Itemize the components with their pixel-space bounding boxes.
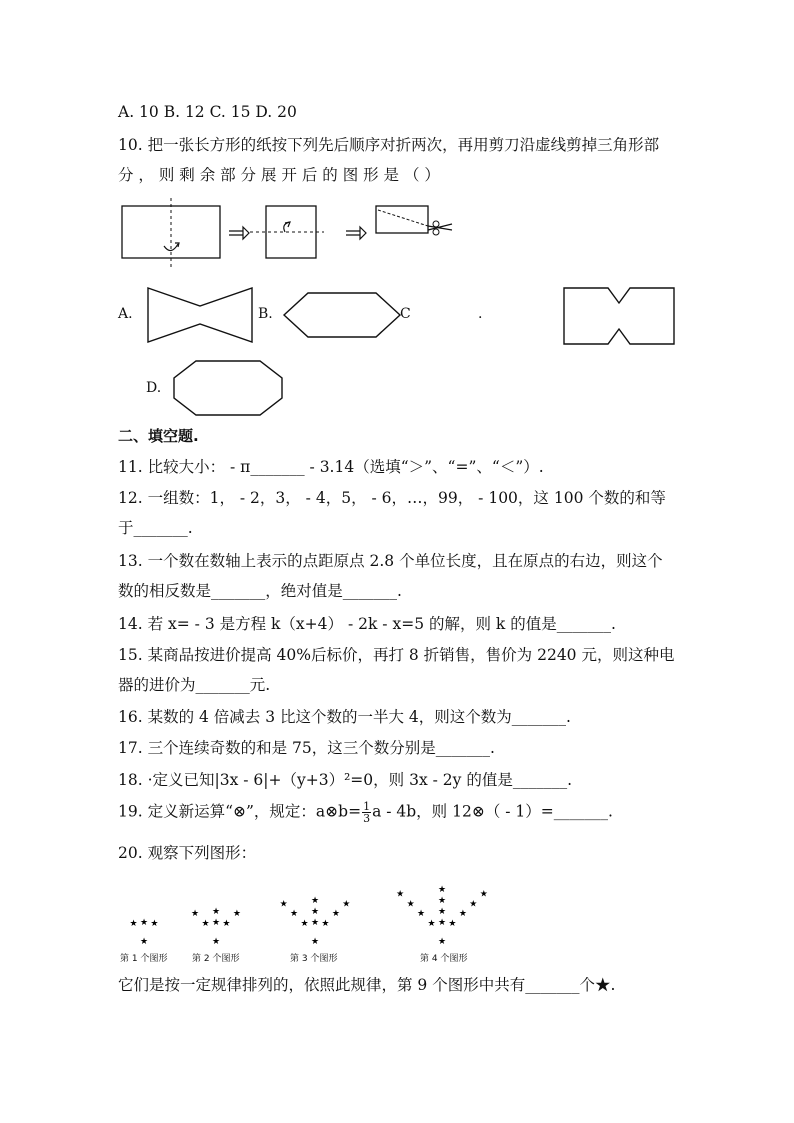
star-pattern-figures <box>112 868 522 964</box>
star-icon: ★ <box>342 899 351 910</box>
star-icon: ★ <box>310 896 320 906</box>
q15-line-2: 器的进价为_______元. <box>118 676 271 694</box>
option-b-shape <box>280 290 404 340</box>
star-icon: ★ <box>469 899 478 910</box>
star-icon: ★ <box>222 919 231 930</box>
star-icon: ★ <box>310 907 320 917</box>
star-icon: ★ <box>331 909 340 920</box>
star-icon: ★ <box>437 937 447 947</box>
q12-line-2: 于_______. <box>118 519 193 537</box>
option-a-label: A. <box>118 306 133 322</box>
figure-4-caption: 第 4 个图形 <box>420 954 468 964</box>
star-icon: ★ <box>279 899 288 910</box>
star-icon: ★ <box>437 885 447 895</box>
section-title: 二、填空题. <box>118 427 199 445</box>
q18: 18. ·定义已知|3x - 6|+（y+3）²=0，则 3x - 2y 的值是_______. <box>118 771 573 789</box>
q10-line-2: 分 ， 则 剩 余 部 分 展 开 后 的 图 形 是 （ ） <box>118 166 440 184</box>
option-c-label: C <box>400 306 411 322</box>
star-icon: ★ <box>417 909 426 920</box>
q13-line-1: 13. 一个数在数轴上表示的点距原点 2.8 个单位长度，且在原点的右边，则这个 <box>118 552 663 570</box>
star-icon: ★ <box>139 918 149 928</box>
fraction-denominator: 3 <box>363 812 371 825</box>
star-icon: ★ <box>437 896 447 906</box>
star-icon: ★ <box>310 937 320 947</box>
option-b-label: B. <box>258 306 273 322</box>
q10-line-1: 10. 把一张长方形的纸按下列先后顺序对折两次，再用剪刀沿虚线剪掉三角形部 <box>118 136 660 154</box>
q17: 17. 三个连续奇数的和是 75，这三个数分别是_______. <box>118 739 495 757</box>
star-icon: ★ <box>427 919 436 930</box>
star-icon: ★ <box>139 937 149 947</box>
star-icon: ★ <box>191 909 200 920</box>
q16: 16. 某数的 4 倍减去 3 比这个数的一半大 4，则这个数为_______. <box>118 708 571 726</box>
star-icon: ★ <box>406 899 415 910</box>
q14: 14. 若 x= - 3 是方程 k（x+4） - 2k - x=5 的解，则 k 的值是_______. <box>118 615 616 633</box>
q9-options: A. 10 B. 12 C. 15 D. 20 <box>118 103 297 121</box>
figure-3-caption: 第 3 个图形 <box>290 954 338 964</box>
star-icon: ★ <box>321 919 330 930</box>
q13-line-2: 数的相反数是_______，绝对值是_______. <box>118 582 402 600</box>
star-icon: ★ <box>458 909 467 920</box>
star-icon: ★ <box>211 907 221 917</box>
q19 <box>118 801 613 824</box>
star-icon: ★ <box>437 918 447 928</box>
star-icon: ★ <box>300 919 309 930</box>
q11: 11. 比较大小： - π_______ - 3.14（选填“＞”、“=”、“＜”）. <box>118 458 544 476</box>
star-icon: ★ <box>129 919 138 930</box>
star-icon: ★ <box>201 919 210 930</box>
folding-diagram <box>118 196 458 272</box>
q20-title: 20. 观察下列图形： <box>118 844 257 862</box>
option-c-shape <box>560 284 678 348</box>
star-icon: ★ <box>310 918 320 928</box>
figure-2-caption: 第 2 个图形 <box>192 954 240 964</box>
q12-line-1: 12. 一组数：1， - 2，3， - 4，5， - 6，…，99， - 100，这 100 个数的和等 <box>118 489 666 507</box>
fraction-numerator: 1 <box>363 800 371 813</box>
option-a-shape <box>140 284 260 346</box>
figure-1-caption: 第 1 个图形 <box>120 954 168 964</box>
star-icon: ★ <box>150 919 159 930</box>
option-d-shape <box>170 358 286 418</box>
star-icon: ★ <box>290 909 299 920</box>
option-c-dot: . <box>478 306 483 322</box>
one-third-fraction <box>362 801 371 824</box>
option-d-label: D. <box>146 380 162 396</box>
q19-prefix: 19. 定义新运算“⊗”，规定：a⊗b= <box>118 802 362 821</box>
q19-suffix: a - 4b，则 12⊗（ - 1）=_______. <box>372 802 613 821</box>
star-icon: ★ <box>396 889 405 900</box>
star-icon: ★ <box>479 889 488 900</box>
q15-line-1: 15. 某商品按进价提高 40%后标价，再打 8 折销售，售价为 2240 元，则这种电 <box>118 646 675 664</box>
star-icon: ★ <box>211 918 221 928</box>
star-icon: ★ <box>211 937 221 947</box>
star-icon: ★ <box>232 909 241 920</box>
star-icon: ★ <box>437 907 447 917</box>
q20-conclusion: 它们是按一定规律排列的，依照此规律，第 9 个图形中共有_______个★. <box>118 976 616 994</box>
star-icon: ★ <box>448 919 457 930</box>
